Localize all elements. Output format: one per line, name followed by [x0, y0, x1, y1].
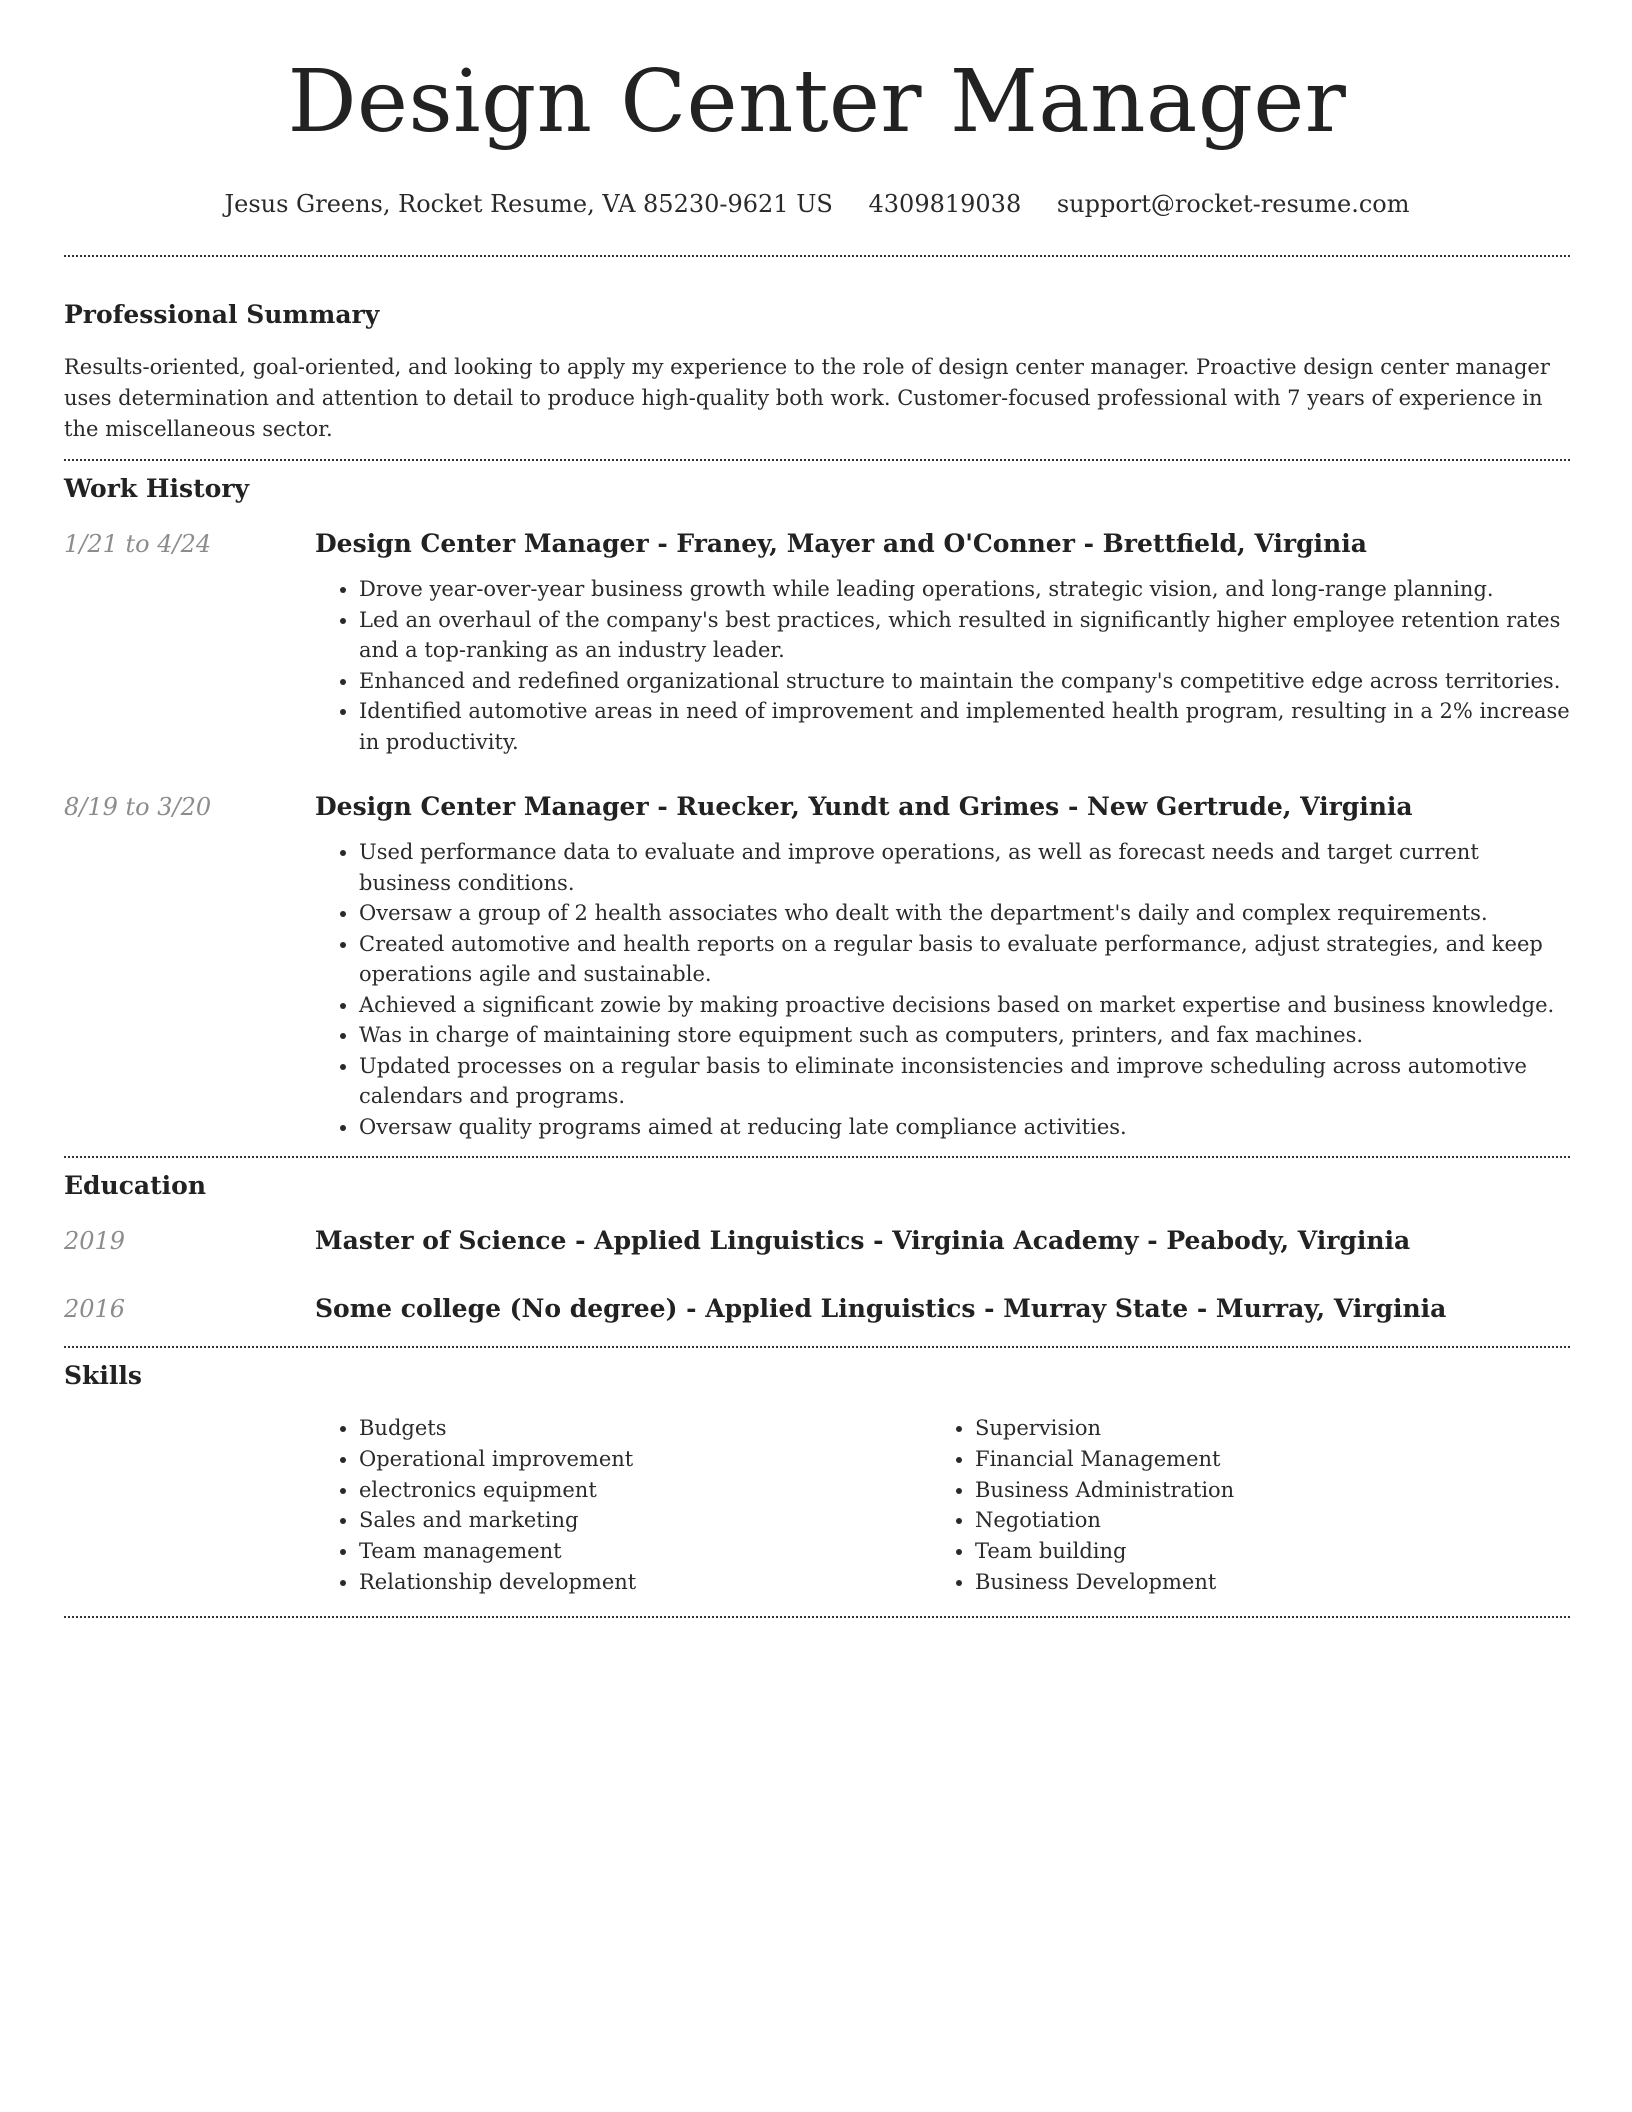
education-year: 2019 — [64, 1227, 126, 1255]
skill-item: • Supervision — [975, 1413, 1547, 1444]
job-heading: Design Center Manager - Franey, Mayer and O'Conner - Brettfield, Virginia — [315, 529, 1367, 558]
section-title-education: Education — [64, 1171, 207, 1200]
list-item: • Created automotive and health reports on a regular basis to evaluate performance, adjust strategies, and keep operations agile and sustainable. — [359, 929, 1570, 990]
section-title-summary: Professional Summary — [64, 300, 380, 329]
list-item: • Oversaw quality programs aimed at reducing late compliance activities. — [359, 1112, 1570, 1143]
education-year: 2016 — [64, 1295, 126, 1323]
email-text: support@rocket-resume.com — [1056, 190, 1410, 218]
section-title-work-history: Work History — [64, 474, 250, 503]
job-dates: 1/21 to 4/24 — [64, 530, 212, 558]
list-item: • Led an overhaul of the company's best practices, which resulted in significantly higher employee retention rates and a top-ranking as an industry leader. — [359, 605, 1570, 666]
summary-text: Results-oriented, goal-oriented, and looking to apply my experience to the role of design center manager. Proactive design center manager uses determination and attention to detail to produce high-quality both work. Customer-focused professional with 7 years of experience in the miscellaneous sector. — [64, 355, 1550, 441]
education-entry — [64, 1293, 1570, 1325]
list-item: • Enhanced and redefined organizational structure to maintain the company's competitive edge across territories. — [359, 666, 1570, 697]
job-dates: 8/19 to 3/20 — [64, 793, 212, 821]
skills-column-left — [315, 1413, 931, 1598]
resume-page — [64, 0, 1570, 1618]
divider — [64, 1346, 1570, 1348]
skill-item: • electronics equipment — [359, 1475, 931, 1506]
phone-text: 4309819038 — [868, 190, 1022, 218]
divider — [64, 459, 1570, 461]
divider — [64, 1156, 1570, 1158]
list-item: • Updated processes on a regular basis to eliminate inconsistencies and improve scheduling across automotive calendars and programs. — [359, 1051, 1570, 1112]
job-bullets — [315, 574, 1570, 757]
work-entry — [64, 528, 1570, 757]
list-item: • Oversaw a group of 2 health associates who dealt with the department's daily and complex requirements. — [359, 898, 1570, 929]
list-item: • Was in charge of maintaining store equipment such as computers, printers, and fax machines. — [359, 1020, 1570, 1051]
education-heading: Some college (No degree) - Applied Linguistics - Murray State - Murray, Virginia — [315, 1294, 1447, 1323]
skill-item: • Relationship development — [359, 1567, 931, 1598]
skill-item: • Budgets — [359, 1413, 931, 1444]
skill-item: • Team building — [975, 1536, 1547, 1567]
work-entry — [64, 791, 1570, 1142]
section-title-skills: Skills — [64, 1361, 142, 1390]
list-item: • Drove year-over-year business growth while leading operations, strategic vision, and long-range planning. — [359, 574, 1570, 605]
skill-item: • Sales and marketing — [359, 1505, 931, 1536]
skill-item: • Business Development — [975, 1567, 1547, 1598]
contact-line — [64, 188, 1570, 220]
address-text: Jesus Greens, Rocket Resume, VA 85230-9621 US — [224, 190, 833, 218]
job-bullets — [315, 837, 1570, 1142]
skill-item: • Business Administration — [975, 1475, 1547, 1506]
skill-item: • Team management — [359, 1536, 931, 1567]
list-item: • Identified automotive areas in need of improvement and implemented health program, resulting in a 2% increase in productivity. — [359, 696, 1570, 757]
skill-item: • Operational improvement — [359, 1444, 931, 1475]
education-entry — [64, 1225, 1570, 1257]
skill-item: • Financial Management — [975, 1444, 1547, 1475]
divider — [64, 255, 1570, 257]
education-heading: Master of Science - Applied Linguistics - Virginia Academy - Peabody, Virginia — [315, 1226, 1411, 1255]
skills-column-right — [931, 1413, 1547, 1598]
list-item: • Achieved a significant zowie by making proactive decisions based on market expertise and business knowledge. — [359, 990, 1570, 1021]
divider — [64, 1616, 1570, 1618]
page-title: Design Center Manager — [287, 52, 1347, 152]
skills-grid — [315, 1413, 1570, 1598]
list-item: • Used performance data to evaluate and improve operations, as well as forecast needs and target current business conditions. — [359, 837, 1570, 898]
job-heading: Design Center Manager - Ruecker, Yundt and Grimes - New Gertrude, Virginia — [315, 792, 1413, 821]
skill-item: • Negotiation — [975, 1505, 1547, 1536]
